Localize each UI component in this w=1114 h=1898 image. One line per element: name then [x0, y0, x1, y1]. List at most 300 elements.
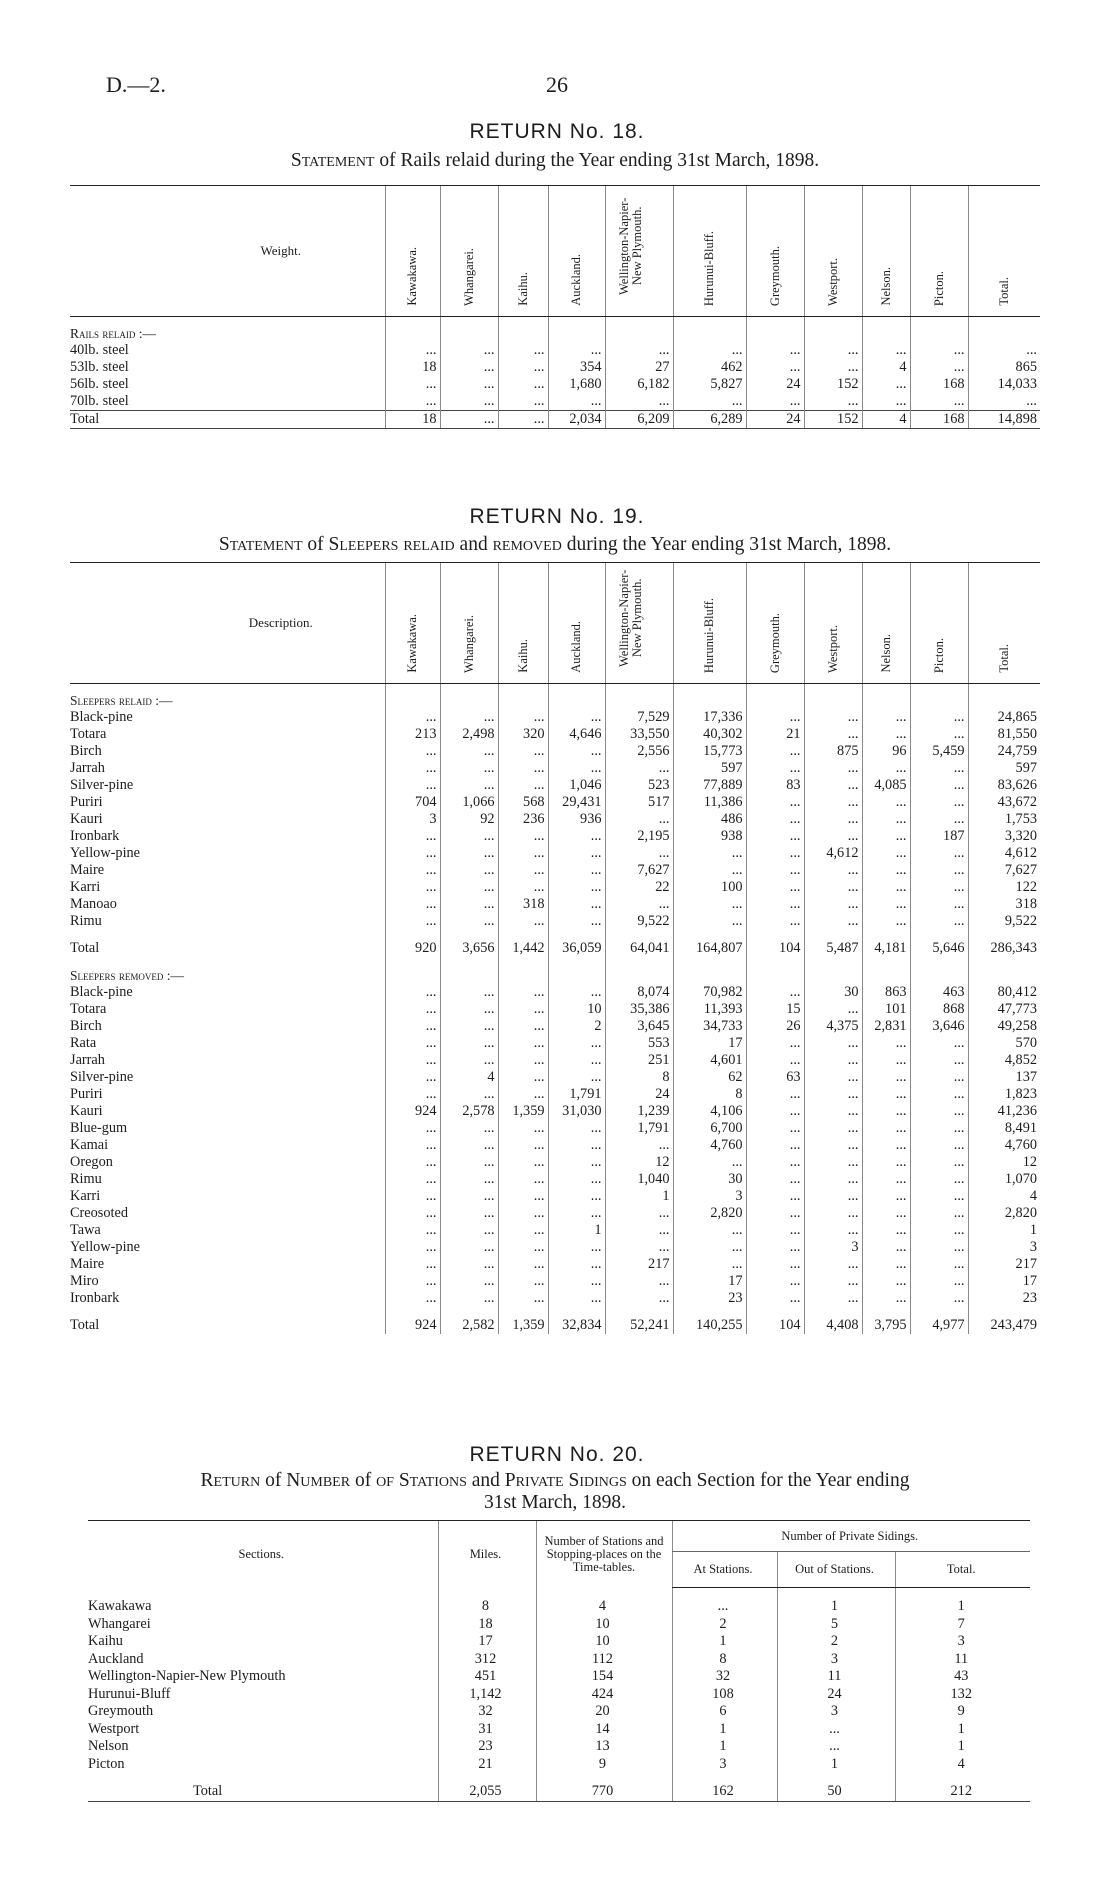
table-cell: 251	[605, 1052, 673, 1069]
table-cell: 213	[385, 726, 440, 743]
table-cell: 7,627	[605, 862, 673, 879]
table-row	[70, 1222, 1040, 1239]
table-cell: ...	[910, 1222, 968, 1239]
table-cell: ...	[910, 777, 968, 794]
table-cell: 11	[895, 1651, 1030, 1669]
table-cell: 553	[605, 1035, 673, 1052]
table-cell: 23	[673, 1290, 746, 1307]
spacer-row	[70, 684, 1040, 693]
section-heading: Rails relaid :—	[70, 326, 156, 341]
return-18-title: RETURN No. 18.	[469, 120, 645, 143]
table-cell: ...	[910, 760, 968, 777]
table-row	[70, 1273, 1040, 1290]
table-cell: 570	[968, 1035, 1040, 1052]
table-cell: ...	[862, 342, 910, 359]
table-cell: ...	[968, 342, 1040, 359]
table-row	[70, 879, 1040, 896]
row-label: Maire	[70, 862, 105, 878]
table-cell: ...	[548, 984, 605, 1001]
table-cell: ...	[673, 862, 746, 879]
table-cell: ...	[440, 411, 498, 429]
table-cell: 463	[910, 984, 968, 1001]
table-cell: ...	[385, 845, 440, 862]
subtitle-part: Statement	[218, 534, 303, 555]
table-cell: 7	[895, 1616, 1030, 1634]
table-cell: ...	[804, 862, 862, 879]
miles-header: Miles.	[438, 1521, 536, 1588]
table-cell: 1,239	[605, 1103, 673, 1120]
table-cell: ...	[910, 913, 968, 930]
table-cell: ...	[862, 1035, 910, 1052]
table-cell: 2	[777, 1633, 895, 1651]
subtitle-part: removed	[492, 534, 562, 555]
col-header: Kaihu.	[498, 563, 548, 684]
table-cell	[968, 317, 1040, 326]
table-cell: 924	[385, 1317, 440, 1334]
table-cell: 30	[804, 984, 862, 1001]
subtitle-part: of Stations	[376, 1470, 467, 1491]
table-cell: 920	[385, 940, 440, 957]
table-cell: 4,852	[968, 1052, 1040, 1069]
table-cell: 104	[746, 1317, 804, 1334]
table-cell: ...	[440, 1154, 498, 1171]
table-row	[70, 411, 1040, 429]
row-label: 53lb. steel	[70, 359, 129, 375]
table-cell: 9	[536, 1756, 672, 1774]
row-label: Rimu	[70, 1171, 102, 1187]
table-cell	[440, 684, 498, 693]
row-label: Totara	[70, 726, 107, 742]
table-cell: ...	[910, 845, 968, 862]
table-cell: ...	[385, 1069, 440, 1086]
table-cell	[440, 317, 498, 326]
table-cell	[968, 957, 1040, 967]
row-label: Miro	[70, 1273, 99, 1289]
table-cell: 3,656	[440, 940, 498, 957]
table-cell: ...	[804, 1222, 862, 1239]
row-label: Tawa	[70, 1222, 101, 1238]
table-cell: 2,582	[440, 1317, 498, 1334]
table-cell: 6,700	[673, 1120, 746, 1137]
table-cell: ...	[804, 1273, 862, 1290]
table-cell	[862, 930, 910, 940]
table-cell	[385, 317, 440, 326]
subtitle-part: Private Sidings	[504, 1470, 627, 1491]
table-cell	[70, 1307, 385, 1317]
table-cell: 3,646	[910, 1018, 968, 1035]
table-cell: ...	[385, 376, 440, 393]
table-cell: 10	[548, 1001, 605, 1018]
table-cell: 63	[746, 1069, 804, 1086]
table-cell	[804, 684, 862, 693]
table-cell: 2,034	[548, 411, 605, 429]
table-cell	[968, 1307, 1040, 1317]
table-cell: ...	[673, 1222, 746, 1239]
row-label: Greymouth	[88, 1703, 154, 1719]
table-cell: 1,066	[440, 794, 498, 811]
table-cell: 2,195	[605, 828, 673, 845]
table-cell: ...	[910, 794, 968, 811]
table-cell: 96	[862, 743, 910, 760]
table-cell	[548, 1307, 605, 1317]
section-row	[70, 325, 1040, 342]
table-cell: 40,302	[673, 726, 746, 743]
table-cell: ...	[440, 709, 498, 726]
private-sidings-header: Number of Private Sidings.	[672, 1521, 1030, 1552]
table-cell	[605, 317, 673, 326]
table-cell: 5	[777, 1616, 895, 1634]
table-cell: 451	[438, 1668, 536, 1686]
table-cell	[498, 317, 548, 326]
table-cell: 1	[777, 1756, 895, 1774]
table-cell: ...	[910, 342, 968, 359]
table-cell: ...	[548, 1256, 605, 1273]
table-cell: ...	[498, 1171, 548, 1188]
table-cell	[804, 1307, 862, 1317]
subtitle-part: Return	[200, 1470, 261, 1491]
table-cell: 27	[605, 359, 673, 376]
table-cell: ...	[385, 1256, 440, 1273]
table-cell: ...	[746, 1239, 804, 1256]
table-cell: ...	[498, 1256, 548, 1273]
table-cell	[88, 1773, 438, 1783]
table-cell: 4,612	[968, 845, 1040, 862]
table-cell	[498, 684, 548, 693]
table-cell: 4	[536, 1598, 672, 1616]
table-cell	[862, 317, 910, 326]
table-cell: 354	[548, 359, 605, 376]
table-cell: ...	[440, 376, 498, 393]
table-cell: ...	[862, 1290, 910, 1307]
table-cell: ...	[804, 1069, 862, 1086]
table-cell: ...	[385, 393, 440, 411]
table-cell: ...	[746, 1171, 804, 1188]
col-header: Hurunui-Bluff.	[673, 563, 746, 684]
col-header: Nelson.	[862, 186, 910, 317]
row-label: Totara	[70, 1001, 107, 1017]
col-header: Total.	[968, 563, 1040, 684]
table-cell: ...	[746, 1222, 804, 1239]
table-row	[70, 760, 1040, 777]
table-cell: 8	[673, 1086, 746, 1103]
row-label: Total	[70, 411, 385, 429]
table-cell: ...	[498, 376, 548, 393]
table-cell: 50	[777, 1783, 895, 1801]
table-cell: 2,556	[605, 743, 673, 760]
table-cell: 15,773	[673, 743, 746, 760]
row-label: Wellington-Napier-New Plymouth	[88, 1668, 286, 1684]
subtitle-part: on each Section for the Year ending	[631, 1470, 910, 1491]
table-cell: 3	[777, 1651, 895, 1669]
table-cell: ...	[746, 1137, 804, 1154]
return-20-title: RETURN No. 20.	[469, 1443, 645, 1466]
row-label: Hurunui-Bluff	[88, 1685, 171, 1702]
table-cell: 2	[672, 1616, 777, 1634]
table-cell: ...	[910, 1103, 968, 1120]
table-cell: 597	[968, 760, 1040, 777]
table-cell: ...	[440, 1018, 498, 1035]
table-cell: 47,773	[968, 1001, 1040, 1018]
table-cell	[910, 1307, 968, 1317]
table-cell: ...	[440, 984, 498, 1001]
table-cell: 18	[385, 411, 440, 429]
table-cell	[70, 930, 385, 940]
table-cell: 1,753	[968, 811, 1040, 828]
table-row	[70, 845, 1040, 862]
table-cell: 1	[777, 1598, 895, 1616]
table-cell	[673, 325, 746, 342]
table-cell	[746, 930, 804, 940]
row-label: Puriri	[70, 1086, 103, 1102]
table-cell: ...	[862, 1086, 910, 1103]
table-cell: 236	[498, 811, 548, 828]
table-cell: 2,498	[440, 726, 498, 743]
row-label: Silver-pine	[70, 777, 134, 793]
table-cell: 104	[746, 940, 804, 957]
table-cell: 137	[968, 1069, 1040, 1086]
table-cell: 24	[605, 1086, 673, 1103]
table-cell: ...	[910, 359, 968, 376]
rails-relaid-table	[70, 185, 1040, 429]
table-cell: 83,626	[968, 777, 1040, 794]
table-cell: ...	[548, 1052, 605, 1069]
table-cell: ...	[746, 913, 804, 930]
table-cell: 24	[777, 1686, 895, 1704]
row-label: Creosoted	[70, 1205, 128, 1221]
table-cell: 18	[385, 359, 440, 376]
table-cell: 8	[672, 1651, 777, 1669]
table-cell: ...	[910, 1069, 968, 1086]
table-cell: 4,181	[862, 940, 910, 957]
col-header: Whangarei.	[440, 186, 498, 317]
table-cell	[910, 930, 968, 940]
table-cell: 21	[438, 1756, 536, 1774]
table-cell: ...	[498, 1120, 548, 1137]
table-cell: 1	[672, 1633, 777, 1651]
table-cell: ...	[498, 1137, 548, 1154]
row-label: Karri	[70, 1188, 101, 1204]
table-cell	[673, 684, 746, 693]
table-row	[88, 1598, 1030, 1616]
table-cell: 8,074	[605, 984, 673, 1001]
table-cell: ...	[746, 984, 804, 1001]
table-cell: ...	[862, 1154, 910, 1171]
table-cell: 31,030	[548, 1103, 605, 1120]
table-cell: ...	[862, 845, 910, 862]
table-cell	[440, 692, 498, 709]
table-cell: 320	[498, 726, 548, 743]
table-cell: 24	[746, 376, 804, 393]
table-row	[88, 1738, 1030, 1756]
table-cell: 43	[895, 1668, 1030, 1686]
table-cell: 863	[862, 984, 910, 1001]
table-cell: ...	[910, 1137, 968, 1154]
table-cell	[438, 1588, 536, 1599]
row-label: 56lb. steel	[70, 376, 129, 392]
table-cell: ...	[385, 1018, 440, 1035]
table-cell: 14,898	[968, 411, 1040, 429]
row-label: Kamai	[70, 1137, 109, 1153]
table-cell: 1,359	[498, 1103, 548, 1120]
table-cell	[440, 967, 498, 984]
table-cell: ...	[804, 896, 862, 913]
table-cell	[673, 930, 746, 940]
table-cell: 36,059	[548, 940, 605, 957]
table-cell: ...	[440, 1171, 498, 1188]
table-cell: ...	[673, 1154, 746, 1171]
table-cell	[673, 957, 746, 967]
row-label: Westport	[88, 1720, 140, 1737]
table-cell: ...	[862, 811, 910, 828]
table-cell: ...	[862, 1052, 910, 1069]
spacer-row	[70, 930, 1040, 940]
table-cell	[88, 1588, 438, 1599]
table-cell: 17	[968, 1273, 1040, 1290]
table-cell: 9	[895, 1703, 1030, 1721]
table-cell: ...	[862, 393, 910, 411]
table-cell: ...	[804, 1035, 862, 1052]
table-cell: 486	[673, 811, 746, 828]
table-cell: ...	[804, 1171, 862, 1188]
table-cell: ...	[804, 794, 862, 811]
table-cell: 164,807	[673, 940, 746, 957]
sleepers-table	[70, 562, 1040, 1334]
table-cell: 11,393	[673, 1001, 746, 1018]
table-row	[70, 1001, 1040, 1018]
row-label: Black-pine	[70, 984, 133, 1000]
col-header: Kawakawa.	[385, 186, 440, 317]
table-cell: 568	[498, 794, 548, 811]
table-cell: ...	[746, 342, 804, 359]
table-cell: ...	[548, 862, 605, 879]
row-label: Picton	[88, 1755, 125, 1772]
table-cell: ...	[548, 879, 605, 896]
table-cell: ...	[385, 760, 440, 777]
table-cell	[605, 1307, 673, 1317]
table-cell: 34,733	[673, 1018, 746, 1035]
table-row	[70, 1171, 1040, 1188]
table-cell: 1	[605, 1188, 673, 1205]
table-cell: ...	[440, 845, 498, 862]
table-cell: 22	[605, 879, 673, 896]
table-cell	[968, 930, 1040, 940]
table-cell: ...	[548, 1205, 605, 1222]
table-cell	[440, 930, 498, 940]
table-cell: ...	[804, 359, 862, 376]
table-cell: 4,375	[804, 1018, 862, 1035]
table-cell: ...	[498, 1086, 548, 1103]
row-label: Manoao	[70, 896, 117, 912]
col-header: Nelson.	[862, 563, 910, 684]
table-row	[88, 1651, 1030, 1669]
table-cell: ...	[440, 1222, 498, 1239]
out-stations-header: Out of Stations.	[777, 1552, 895, 1588]
table-cell: ...	[385, 1120, 440, 1137]
table-cell: ...	[385, 879, 440, 896]
return-20-subtitle: Return of Number of of Stations and Private Sidings on each Section for the Year ending 31st March, 1898.	[200, 1470, 910, 1513]
table-cell: 212	[895, 1783, 1030, 1801]
table-cell: 9,522	[605, 913, 673, 930]
table-cell: ...	[548, 393, 605, 411]
table-cell: 11	[777, 1668, 895, 1686]
table-cell: 12	[605, 1154, 673, 1171]
table-cell: 80,412	[968, 984, 1040, 1001]
return-18-subtitle	[100, 150, 1010, 172]
table-cell	[804, 930, 862, 940]
section-heading: Sleepers removed :—	[70, 968, 185, 983]
table-cell: ...	[862, 1222, 910, 1239]
section-heading: Sleepers relaid :—	[70, 693, 173, 708]
table-cell: 64,041	[605, 940, 673, 957]
table-row	[70, 1205, 1040, 1222]
table-cell: ...	[548, 1035, 605, 1052]
table-cell: ...	[498, 1290, 548, 1307]
table-cell: ...	[910, 811, 968, 828]
table-cell: ...	[440, 1120, 498, 1137]
table-cell: ...	[440, 896, 498, 913]
table-cell: ...	[910, 1205, 968, 1222]
table-cell: 132	[895, 1686, 1030, 1704]
table-cell	[862, 1307, 910, 1317]
row-label: Rata	[70, 1035, 97, 1051]
table-cell: 1,823	[968, 1086, 1040, 1103]
table-cell: 2,820	[968, 1205, 1040, 1222]
table-cell: ...	[862, 1069, 910, 1086]
table-cell: ...	[746, 896, 804, 913]
table-cell: ...	[548, 1239, 605, 1256]
table-cell: ...	[777, 1721, 895, 1739]
table-cell: ...	[804, 1154, 862, 1171]
table-cell: ...	[498, 709, 548, 726]
table-cell: 3	[777, 1703, 895, 1721]
table-cell	[804, 957, 862, 967]
row-label: Auckland	[88, 1650, 144, 1667]
table-cell: 1	[672, 1738, 777, 1756]
table-cell	[498, 930, 548, 940]
table-cell	[498, 1307, 548, 1317]
table-row	[70, 1018, 1040, 1035]
stations-header: Number of Stations and Stopping-places on the Time-tables.	[536, 1521, 672, 1588]
table-row	[70, 777, 1040, 794]
table-cell: ...	[910, 896, 968, 913]
table-cell: ...	[548, 845, 605, 862]
table-cell: 21	[746, 726, 804, 743]
section-row	[70, 967, 1040, 984]
table-cell: ...	[548, 760, 605, 777]
table-cell: ...	[605, 896, 673, 913]
table-cell	[895, 1588, 1030, 1599]
table-cell: ...	[746, 845, 804, 862]
table-cell: ...	[910, 862, 968, 879]
table-cell: 4,106	[673, 1103, 746, 1120]
table-cell: 3,645	[605, 1018, 673, 1035]
table-cell: 5,827	[673, 376, 746, 393]
table-cell: ...	[862, 1239, 910, 1256]
table-row	[70, 913, 1040, 930]
table-cell: ...	[385, 1086, 440, 1103]
table-cell: ...	[746, 1052, 804, 1069]
row-label: Kaihu	[88, 1633, 123, 1649]
table-cell	[440, 1307, 498, 1317]
table-cell: ...	[548, 1290, 605, 1307]
table-cell: ...	[910, 1239, 968, 1256]
table-cell: ...	[548, 1120, 605, 1137]
table-row	[70, 709, 1040, 726]
table-cell: ...	[804, 777, 862, 794]
row-label: 70lb. steel	[70, 393, 129, 409]
description-header: Description.	[70, 563, 385, 684]
table-cell: 1,359	[498, 1317, 548, 1334]
